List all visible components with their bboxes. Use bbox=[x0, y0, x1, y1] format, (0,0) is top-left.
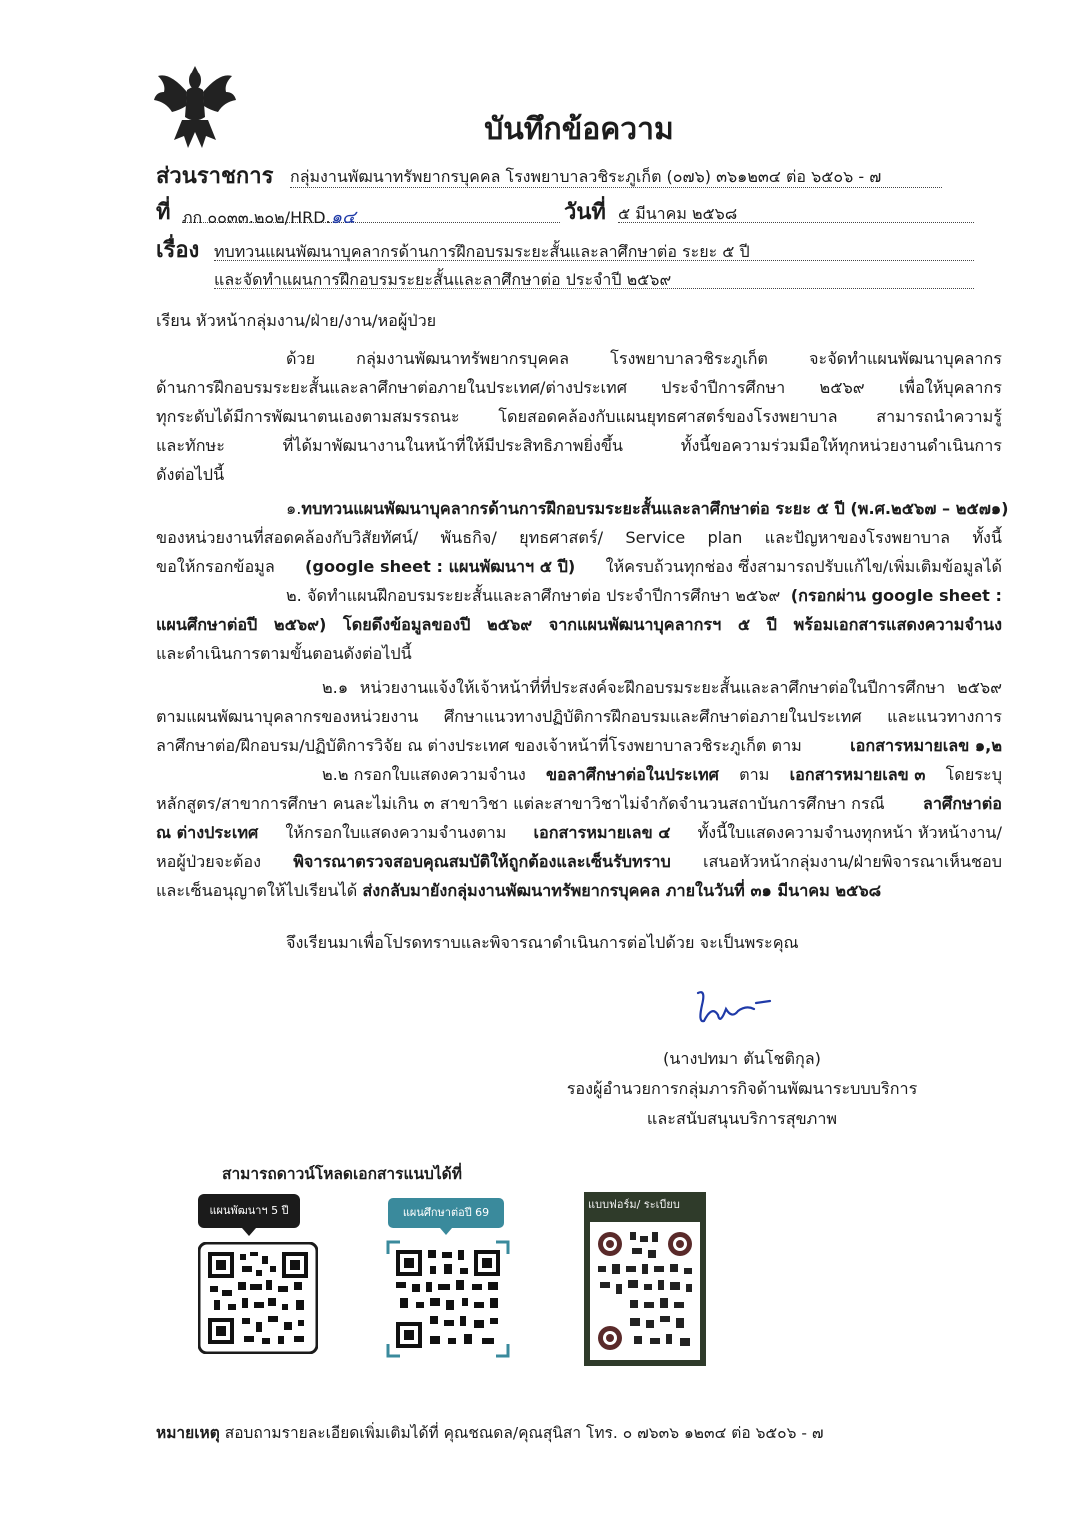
subject-line-2: และจัดทำแผนการฝึกอบรมระยะสั้นและลาศึกษาต่อ ประจำปี ๒๕๖๙ bbox=[214, 268, 974, 289]
item-2-2-text: หอผู้ป่วยจะต้อง bbox=[156, 852, 262, 871]
item-2-2-document-ref: เอกสารหมายเลข ๔ bbox=[533, 823, 671, 842]
item-2-1-text: ลาศึกษาต่อ/ฝึกอบรม/ปฏิบัติการวิจัย ณ ต่างประเทศ ของเจ้าหน้าที่โรงพยาบาลวชิระภูเก็ต ตาม bbox=[156, 736, 802, 755]
signatory-position-1: รองผู้อำนวยการกลุ่มภารกิจด้านพัฒนาระบบบริการ bbox=[566, 1079, 918, 1098]
document-number-value: ภก ๐๐๓๓.๒๐๒/HRD. bbox=[182, 208, 331, 227]
item-2-2-line bbox=[156, 789, 1002, 818]
document-number-field bbox=[182, 202, 560, 228]
paragraph-1-line: ดังต่อไปนี้ bbox=[156, 465, 225, 484]
page-title: บันทึกข้อความ bbox=[484, 112, 674, 147]
item-1-heading: ทบทวนแผนพัฒนาบุคลากรด้านการฝึกอบรมระยะสั้นและลาศึกษาต่อ ระยะ ๕ ปี (พ.ศ.๒๕๖๗ – ๒๕๗๑) bbox=[301, 499, 1009, 518]
paragraph-1-line: ทุกระดับได้มีการพัฒนาตนเองตามสมรรถนะ โดยสอดคล้องกับแผนยุทธศาสตร์ของโรงพยาบาล สามารถนำความรู้ bbox=[156, 407, 1002, 426]
subject-line-1: ทบทวนแผนพัฒนาบุคลากรด้านการฝึกอบรมระยะสั้นและลาศึกษาต่อ ระยะ ๕ ปี bbox=[214, 240, 974, 261]
item-2-2-text: ทั้งนี้ใบแสดงความจำนงทุกหน้า หัวหน้างาน/ bbox=[697, 823, 1002, 842]
item-1-line bbox=[156, 552, 1002, 581]
item-1-text: ให้ครบถ้วนทุกช่อง ซึ่งสามารถปรับแก้ไข/เพิ่มเติมข้อมูลได้ bbox=[605, 557, 1002, 576]
download-heading: สามารถดาวน์โหลดเอกสารแนบได้ที่ bbox=[222, 1165, 462, 1183]
item-2-1-document-ref: เอกสารหมายเลข ๑,๒ bbox=[850, 736, 1002, 755]
item-2-2-bold: พิจารณาตรวจสอบคุณสมบัติให้ถูกต้องและเซ็นรับทราบ bbox=[293, 852, 671, 871]
item-2-text: ๒. จัดทำแผนฝึกอบรมระยะสั้นและลาศึกษาต่อ ประจำปีการศึกษา ๒๕๖๙ bbox=[286, 586, 781, 605]
paragraph-1-line: และทักษะ ที่ได้มาพัฒนางานในหน้าที่ให้มีประสิทธิภาพยิ่งขึ้น ทั้งนี้ขอความร่วมมือให้ทุกหน่วยงานดำเนินการ bbox=[156, 436, 1002, 455]
item-2-2-bold: ณ ต่างประเทศ bbox=[156, 823, 259, 842]
department-value: กลุ่มงานพัฒนาทรัพยากรบุคคล โรงพยาบาลวชิระภูเก็ต (๐๗๖) ๓๖๑๒๓๔ ต่อ ๖๕๐๖ - ๗ bbox=[290, 165, 942, 188]
item-1-line: ของหน่วยงานที่สอดคล้องกับวิสัยทัศน์/ พันธกิจ/ ยุทธศาสตร์/ Service plan และปัญหาของโรงพยาบาล ทั้งนี้ bbox=[156, 528, 1002, 547]
recipient: เรียน หัวหน้ากลุ่มงาน/ฝ่าย/งาน/หอผู้ป่วย bbox=[156, 311, 437, 330]
department-label: ส่วนราชการ bbox=[156, 164, 274, 189]
qr-card-development-plan[interactable] bbox=[198, 1194, 320, 1364]
item-2-2-text: และเซ็นอนุญาตให้ไปเรียนได้ bbox=[156, 881, 363, 900]
item-2-line bbox=[156, 610, 1002, 639]
closing-line: จึงเรียนมาเพื่อโปรดทราบและพิจารณาดำเนินการต่อไปด้วย จะเป็นพระคุณ bbox=[286, 933, 799, 952]
signatory-position-2: และสนับสนุนบริการสุขภาพ bbox=[646, 1109, 838, 1128]
tag-pointer-icon bbox=[242, 1228, 256, 1236]
item-2-1-line: ตามแผนพัฒนาบุคลากรของหน่วยงาน ศึกษาแนวทางปฏิบัติการฝึกอบรมและศึกษาต่อภายในประเทศ และแนวทางการ bbox=[156, 707, 1002, 726]
item-2-line: และดำเนินการตามขั้นตอนดังต่อไปนี้ bbox=[156, 644, 412, 663]
subject-row bbox=[156, 232, 976, 292]
qr-label: แผนพัฒนาฯ 5 ปี bbox=[198, 1194, 300, 1228]
item-2-2-text: ตาม bbox=[739, 765, 770, 784]
qr-card-forms[interactable] bbox=[584, 1192, 706, 1366]
document-number-label: ที่ bbox=[156, 200, 171, 225]
department-row bbox=[156, 158, 946, 188]
footer-note-label: หมายเหตุ bbox=[156, 1424, 220, 1442]
item-2-2-bold: ขอลาศึกษาต่อในประเทศ bbox=[545, 765, 719, 784]
item-2-2-line bbox=[156, 818, 1002, 847]
document-number-row bbox=[156, 194, 976, 228]
item-2-2-deadline: ส่งกลับมายังกลุ่มงานพัฒนาทรัพยากรบุคคล ภายในวันที่ ๓๑ มีนาคม ๒๕๖๘ bbox=[362, 881, 882, 900]
item-2-2-line bbox=[156, 876, 881, 905]
handwritten-number: ๑๔ bbox=[330, 207, 356, 228]
item-2-bold-text: แผนศึกษาต่อปี ๒๕๖๙) โดยดึงข้อมูลของปี ๒๕๖๙ จากแผนพัฒนาบุคลากรฯ ๕ ปี พร้อมเอกสารแสดงความจำนง bbox=[156, 615, 1002, 634]
date-label: วันที่ bbox=[564, 200, 606, 225]
item-2-2-text: เสนอหัวหน้ากลุ่มงาน/ฝ่ายพิจารณาเห็นชอบ bbox=[702, 852, 1002, 871]
item-2-line bbox=[286, 581, 1002, 610]
item-2-2-text: โดยระบุ bbox=[945, 765, 1002, 784]
item-2-2-text: หลักสูตร/สาขาการศึกษา คนละไม่เกิน ๓ สาขาวิชา แต่ละสาขาวิชาไม่จำกัดจำนวนสถาบันการศึกษา กรณี bbox=[156, 794, 885, 813]
item-1-google-sheet: (google sheet : แผนพัฒนาฯ ๕ ปี) bbox=[305, 557, 576, 576]
qr-code-icon[interactable] bbox=[198, 1242, 318, 1354]
item-2-2-line bbox=[156, 847, 1002, 876]
item-2-1-line bbox=[156, 731, 1002, 760]
qr-code-icon[interactable] bbox=[590, 1222, 700, 1360]
item-1-number: ๑. bbox=[286, 499, 302, 518]
paragraph-1-line: ด้านการฝึกอบรมระยะสั้นและลาศึกษาต่อภายในประเทศ/ต่างประเทศ ประจำปีการศึกษา ๒๕๖๙ เพื่อให้บุคลากร bbox=[156, 378, 1002, 397]
tag-pointer-icon bbox=[440, 1228, 452, 1235]
item-2-2-text: ให้กรอกใบแสดงความจำนงตาม bbox=[285, 823, 507, 842]
qr-code-icon[interactable] bbox=[386, 1240, 510, 1358]
qr-card-study-plan[interactable] bbox=[386, 1194, 510, 1364]
signatory-name: (นางปทมา ตันโชติกุล) bbox=[662, 1049, 822, 1068]
qr-label: แบบฟอร์ม/ ระเบียบ bbox=[588, 1198, 680, 1211]
footer-note-text: สอบถามรายละเอียดเพิ่มเติมได้ที่ คุณชณดล/คุณสุนิสา โทร. ๐ ๗๖๓๖ ๑๒๓๔ ต่อ ๖๕๐๖ - ๗ bbox=[219, 1424, 824, 1442]
item-2-2-bold: ลาศึกษาต่อ bbox=[922, 794, 1002, 813]
item-2-2-text: ๒.๒ กรอกใบแสดงความจำนง bbox=[322, 765, 526, 784]
item-1-text: ขอให้กรอกข้อมูล bbox=[156, 557, 275, 576]
handwritten-signature-icon bbox=[690, 985, 780, 1035]
item-2-2-line bbox=[322, 760, 1002, 789]
item-1-line bbox=[286, 494, 1009, 523]
qr-label: แผนศึกษาต่อปี 69 bbox=[388, 1198, 504, 1228]
date-value: ๕ มีนาคม ๒๕๖๘ bbox=[618, 202, 974, 223]
item-2-google-sheet: (กรอกผ่าน google sheet : bbox=[790, 586, 1002, 605]
item-2-2-document-ref: เอกสารหมายเลข ๓ bbox=[789, 765, 926, 784]
item-2-1-line: ๒.๑ หน่วยงานแจ้งให้เจ้าหน้าที่ที่ประสงค์จะฝึกอบรมระยะสั้นและลาศึกษาต่อในปีการศึกษา ๒๕๖๙ bbox=[322, 678, 1002, 697]
subject-label: เรื่อง bbox=[156, 238, 200, 263]
paragraph-1-line: ด้วย กลุ่มงานพัฒนาทรัพยากรบุคคล โรงพยาบาลวชิระภูเก็ต จะจัดทำแผนพัฒนาบุคลากร bbox=[286, 349, 1002, 368]
footer-note bbox=[156, 1420, 824, 1445]
